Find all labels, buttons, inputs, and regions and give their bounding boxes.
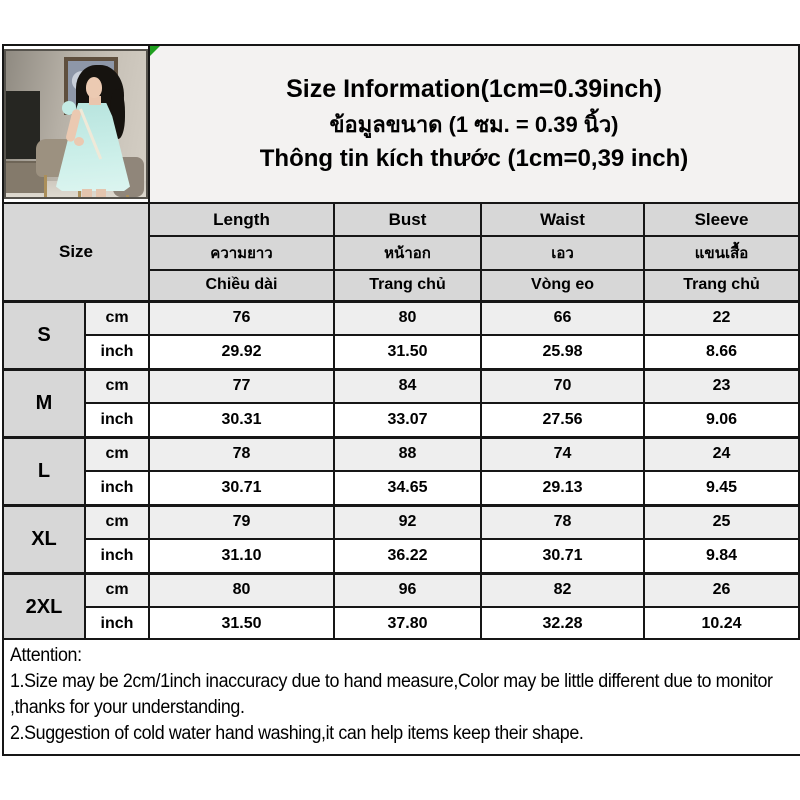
- value-cell: 80: [149, 573, 334, 607]
- unit-cell: cm: [85, 437, 149, 471]
- col-header-length-th: ความยาว: [149, 236, 334, 270]
- title-thai: ข้อมูลขนาด (1 ซม. = 0.39 นิ้ว): [329, 112, 619, 137]
- unit-cell: inch: [85, 471, 149, 505]
- value-cell: 31.10: [149, 539, 334, 573]
- col-header-length-vi: Chiều dài: [149, 270, 334, 301]
- value-cell: 88: [334, 437, 481, 471]
- col-header-sleeve-vi: Trang chủ: [644, 270, 799, 301]
- attention-box: [2, 638, 800, 756]
- value-cell: 24: [644, 437, 799, 471]
- value-cell: 96: [334, 573, 481, 607]
- row-l-inch: [3, 471, 799, 505]
- title-vietnamese: Thông tin kích thước (1cm=0,39 inch): [259, 145, 689, 172]
- top-row: [3, 45, 799, 203]
- value-cell: 26: [644, 573, 799, 607]
- size-label-s: S: [3, 301, 85, 369]
- tv-panel: [6, 91, 40, 159]
- model-leg: [96, 189, 106, 199]
- unit-cell: cm: [85, 573, 149, 607]
- col-header-waist-en: Waist: [481, 203, 644, 236]
- value-cell: 31.50: [149, 607, 334, 641]
- value-cell: 29.13: [481, 471, 644, 505]
- header-row-en: [3, 203, 799, 236]
- col-header-bust-th: หน้าอก: [334, 236, 481, 270]
- row-2xl-cm: [3, 573, 799, 607]
- size-table: [2, 44, 800, 642]
- value-cell: 25: [644, 505, 799, 539]
- value-cell: 23: [644, 369, 799, 403]
- title-cell: [149, 45, 799, 203]
- value-cell: 30.31: [149, 403, 334, 437]
- value-cell: 27.56: [481, 403, 644, 437]
- attention-heading: Attention:: [10, 645, 82, 666]
- attention-line-2: 2.Suggestion of cold water hand washing,it can help items keep their shape.: [10, 723, 584, 744]
- value-cell: 66: [481, 301, 644, 335]
- value-cell: 84: [334, 369, 481, 403]
- unit-cell: cm: [85, 505, 149, 539]
- row-s-cm: [3, 301, 799, 335]
- value-cell: 78: [481, 505, 644, 539]
- value-cell: 70: [481, 369, 644, 403]
- value-cell: 9.45: [644, 471, 799, 505]
- size-label-xl: XL: [3, 505, 85, 573]
- attention-line-1-cont: ,thanks for your understanding.: [10, 697, 245, 718]
- value-cell: 74: [481, 437, 644, 471]
- col-header-sleeve-th: แขนเสื้อ: [644, 236, 799, 270]
- value-cell: 9.84: [644, 539, 799, 573]
- value-cell: 76: [149, 301, 334, 335]
- value-cell: 77: [149, 369, 334, 403]
- product-photo: [4, 49, 148, 199]
- value-cell: 34.65: [334, 471, 481, 505]
- value-cell: 92: [334, 505, 481, 539]
- row-xl-cm: [3, 505, 799, 539]
- unit-cell: inch: [85, 335, 149, 369]
- row-m-cm: [3, 369, 799, 403]
- size-label-m: M: [3, 369, 85, 437]
- row-xl-inch: [3, 539, 799, 573]
- stool-leg: [126, 195, 129, 199]
- value-cell: 10.24: [644, 607, 799, 641]
- unit-cell: cm: [85, 369, 149, 403]
- product-photo-cell: [3, 45, 149, 203]
- value-cell: 29.92: [149, 335, 334, 369]
- value-cell: 25.98: [481, 335, 644, 369]
- col-header-bust-en: Bust: [334, 203, 481, 236]
- row-s-inch: [3, 335, 799, 369]
- col-header-waist-vi: Vòng eo: [481, 270, 644, 301]
- green-corner-flag-icon: [150, 46, 160, 56]
- value-cell: 80: [334, 301, 481, 335]
- value-cell: 33.07: [334, 403, 481, 437]
- value-cell: 79: [149, 505, 334, 539]
- value-cell: 8.66: [644, 335, 799, 369]
- size-header: Size: [3, 203, 149, 301]
- unit-cell: inch: [85, 607, 149, 641]
- unit-cell: inch: [85, 539, 149, 573]
- col-header-waist-th: เอว: [481, 236, 644, 270]
- size-label-l: L: [3, 437, 85, 505]
- value-cell: 82: [481, 573, 644, 607]
- unit-cell: cm: [85, 301, 149, 335]
- col-header-sleeve-en: Sleeve: [644, 203, 799, 236]
- value-cell: 37.80: [334, 607, 481, 641]
- row-l-cm: [3, 437, 799, 471]
- col-header-bust-vi: Trang chủ: [334, 270, 481, 301]
- value-cell: 32.28: [481, 607, 644, 641]
- attention-line-1: 1.Size may be 2cm/1inch inaccuracy due to hand measure,Color may be little different due to monitor: [10, 671, 773, 692]
- value-cell: 78: [149, 437, 334, 471]
- row-2xl-inch: [3, 607, 799, 641]
- stool-leg: [44, 175, 47, 199]
- value-cell: 36.22: [334, 539, 481, 573]
- value-cell: 31.50: [334, 335, 481, 369]
- row-m-inch: [3, 403, 799, 437]
- value-cell: 30.71: [149, 471, 334, 505]
- model-face: [86, 77, 102, 98]
- title-english: Size Information(1cm=0.39inch): [286, 75, 662, 103]
- value-cell: 22: [644, 301, 799, 335]
- unit-cell: inch: [85, 403, 149, 437]
- model-leg: [82, 189, 92, 199]
- value-cell: 9.06: [644, 403, 799, 437]
- col-header-length-en: Length: [149, 203, 334, 236]
- model-hand: [74, 137, 84, 146]
- value-cell: 30.71: [481, 539, 644, 573]
- size-label-2xl: 2XL: [3, 573, 85, 641]
